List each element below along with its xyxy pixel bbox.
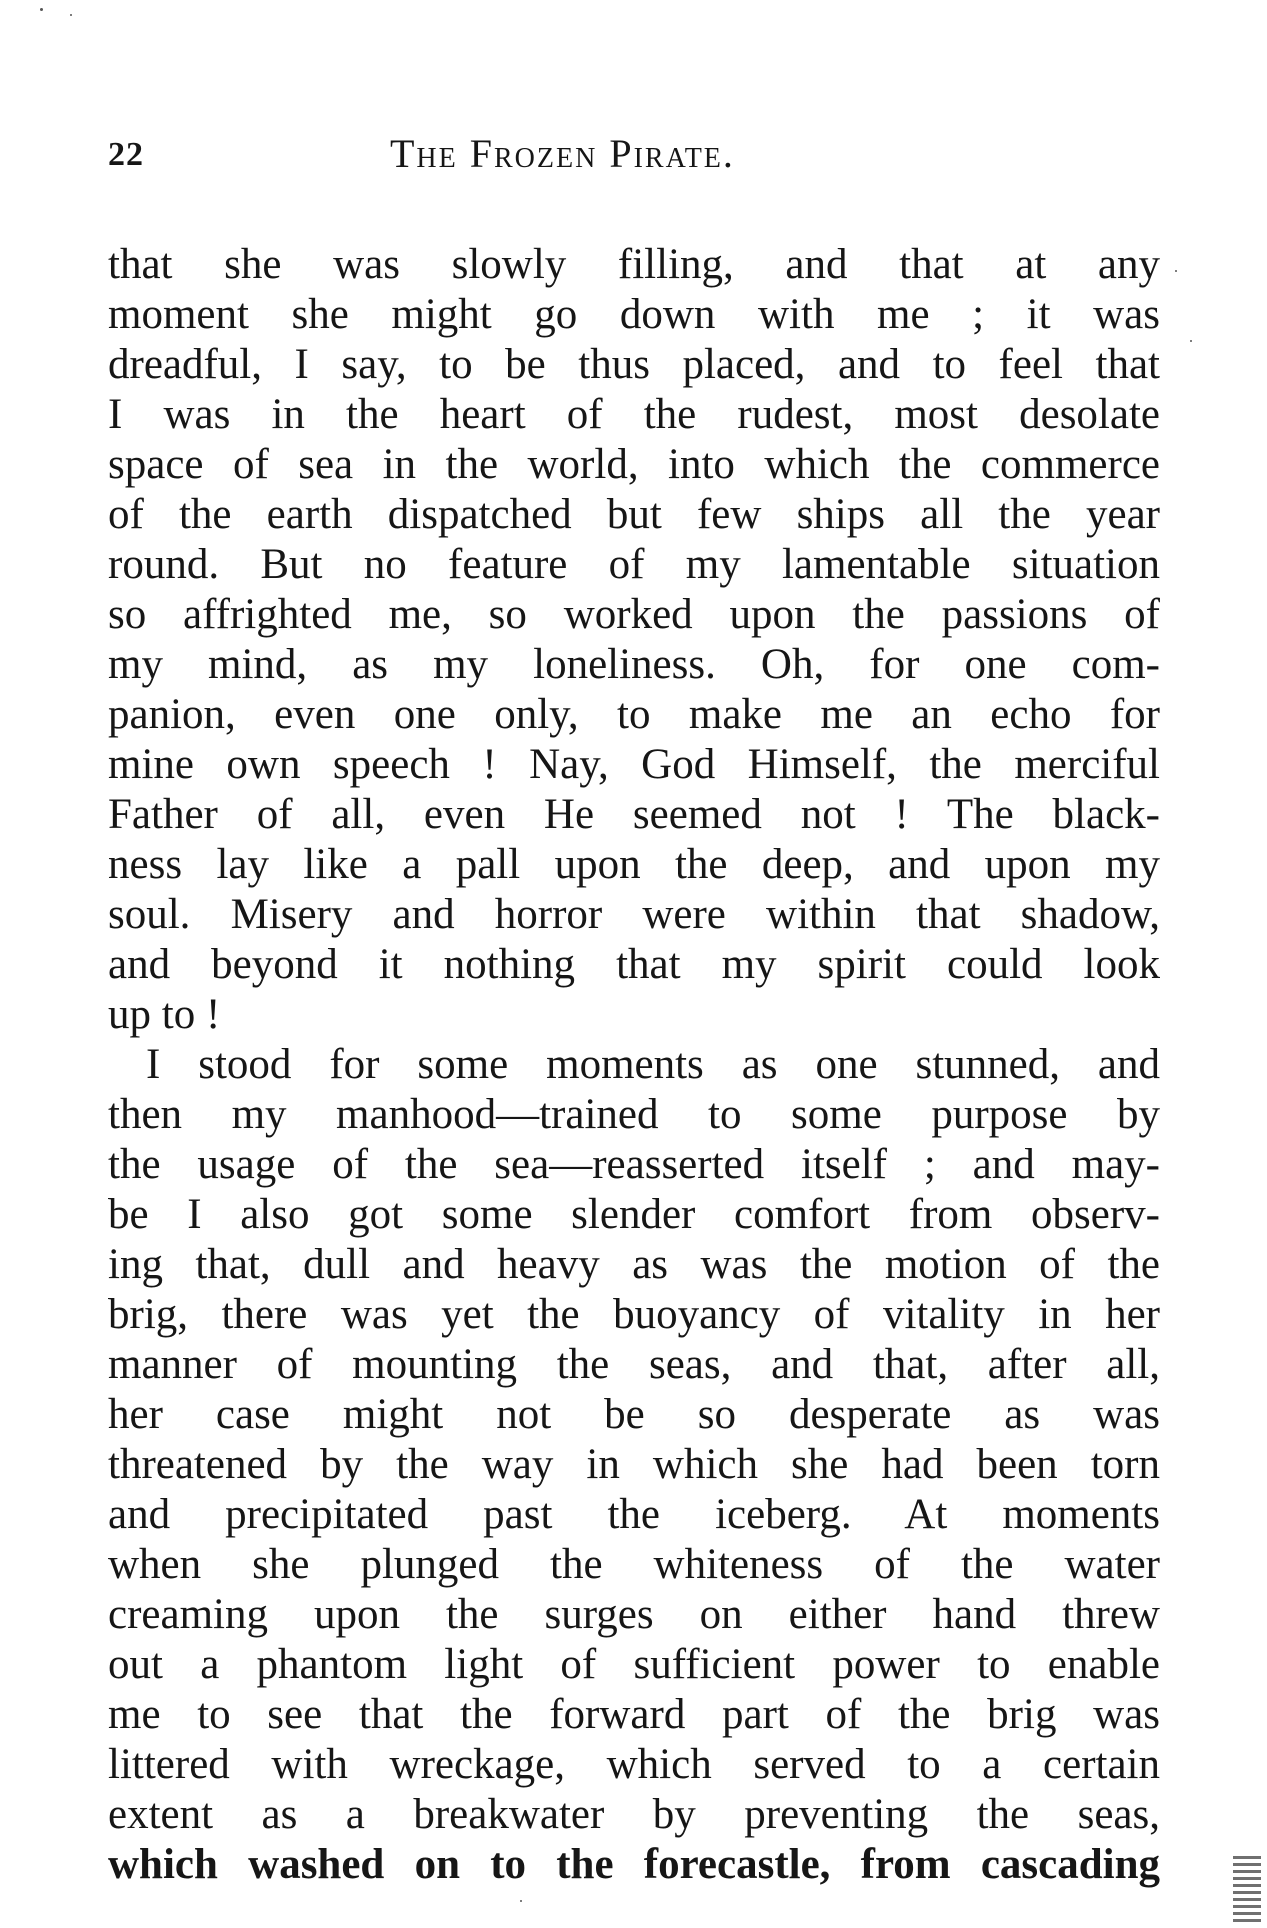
text-line: which washed on to the forecastle, from cascading — [108, 1841, 1160, 1888]
text-line: panion, even one only, to make me an echo for — [108, 691, 1160, 738]
text-line: creaming upon the surges on either hand threw — [108, 1591, 1160, 1638]
text-line: soul. Misery and horror were within that shadow, — [108, 891, 1160, 938]
text-line: moment she might go down with me ; it was — [108, 291, 1160, 338]
text-line: then my manhood—trained to some purpose by — [108, 1091, 1160, 1138]
text-line: that she was slowly filling, and that at any — [108, 241, 1160, 288]
text-line: round. But no feature of my lamentable situation — [108, 541, 1160, 588]
paragraph-start-line: I stood for some moments as one stunned, and — [146, 1041, 1160, 1088]
text-line: so affrighted me, so worked upon the passions of — [108, 591, 1160, 638]
scan-speck — [1175, 270, 1177, 272]
text-line: mine own speech ! Nay, God Himself, the merciful — [108, 741, 1160, 788]
text-line: threatened by the way in which she had been torn — [108, 1441, 1160, 1488]
page-header — [108, 130, 1008, 190]
text-line: and precipitated past the iceberg. At moments — [108, 1491, 1160, 1538]
text-line: be I also got some slender comfort from observ- — [108, 1191, 1160, 1238]
text-line: me to see that the forward part of the brig was — [108, 1691, 1160, 1738]
text-line: out a phantom light of sufficient power to enable — [108, 1641, 1160, 1688]
text-line: ness lay like a pall upon the deep, and upon my — [108, 841, 1160, 888]
running-title: The Frozen Pirate. — [390, 131, 735, 176]
scan-speck — [40, 8, 43, 11]
text-line: when she plunged the whiteness of the water — [108, 1541, 1160, 1588]
text-line: extent as a breakwater by preventing the seas, — [108, 1791, 1160, 1838]
text-line: of the earth dispatched but few ships all the year — [108, 491, 1160, 538]
page-number: 22 — [108, 136, 144, 173]
text-line: ing that, dull and heavy as was the motion of the — [108, 1241, 1160, 1288]
scan-speck — [70, 14, 72, 16]
body-text — [108, 240, 1160, 1890]
text-line: dreadful, I say, to be thus placed, and to feel that — [108, 341, 1160, 388]
scan-edge-mark — [1233, 1852, 1261, 1922]
text-line: and beyond it nothing that my spirit could look — [108, 941, 1160, 988]
scan-speck — [1190, 340, 1192, 342]
text-line: my mind, as my loneliness. Oh, for one com- — [108, 641, 1160, 688]
paragraph-end-line: up to ! — [108, 991, 221, 1038]
text-line: Father of all, even He seemed not ! The black- — [108, 791, 1160, 838]
text-line: her case might not be so desperate as was — [108, 1391, 1160, 1438]
text-line: the usage of the sea—reasserted itself ; and may- — [108, 1141, 1160, 1188]
text-line: I was in the heart of the rudest, most desolate — [108, 391, 1160, 438]
text-line: manner of mounting the seas, and that, after all, — [108, 1341, 1160, 1388]
scan-speck — [520, 1900, 522, 1902]
text-line: littered with wreckage, which served to a certain — [108, 1741, 1160, 1788]
text-line: space of sea in the world, into which the commerce — [108, 441, 1160, 488]
text-line: brig, there was yet the buoyancy of vitality in her — [108, 1291, 1160, 1338]
